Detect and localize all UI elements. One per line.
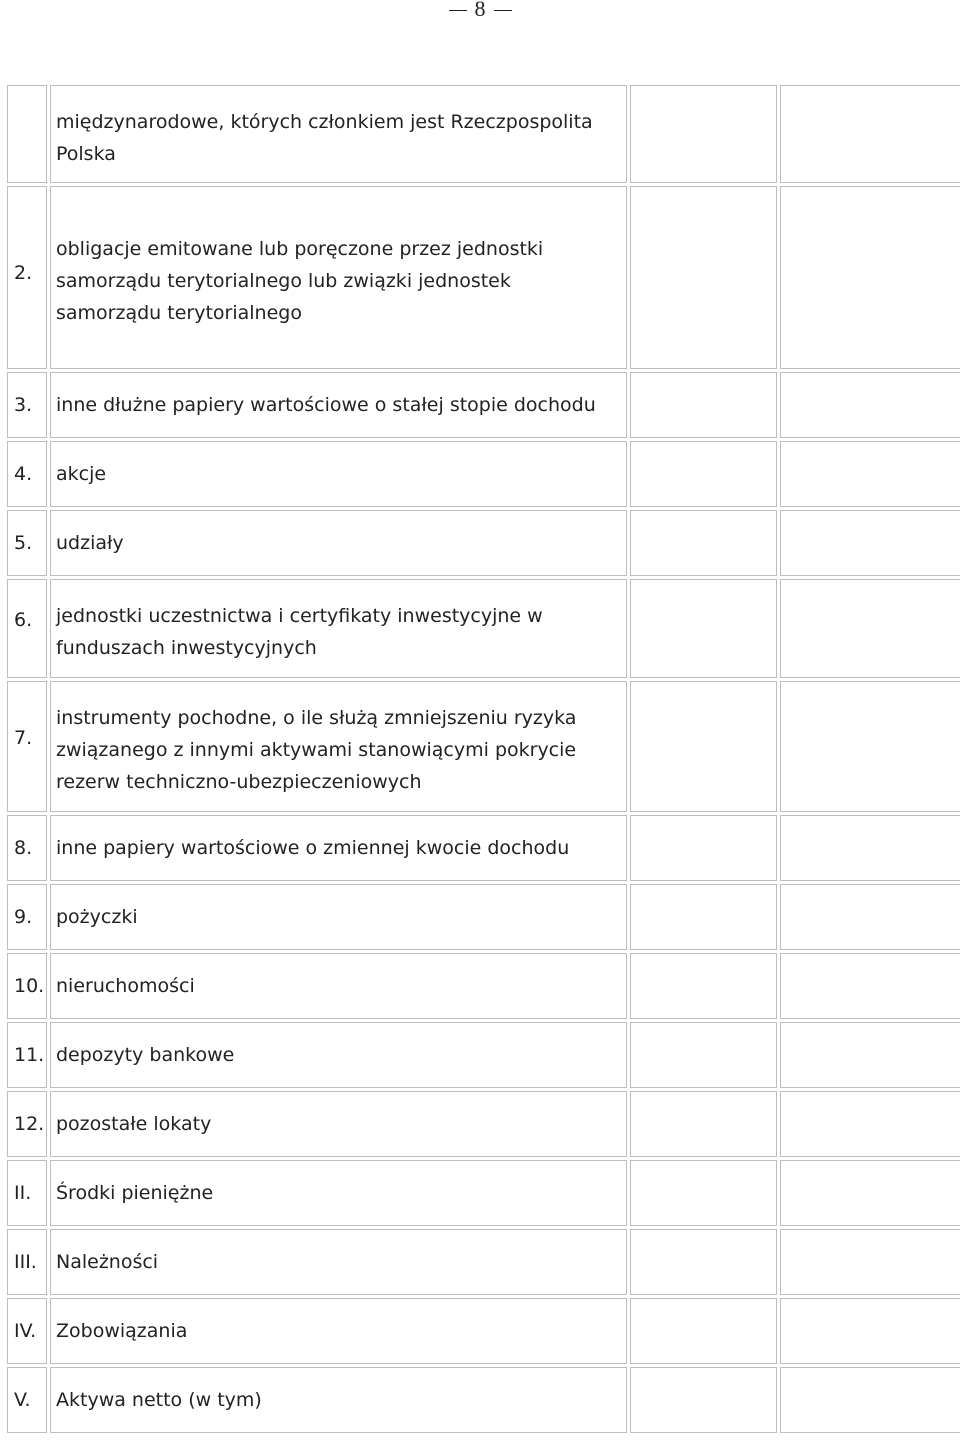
- row-number: III.: [7, 1229, 47, 1295]
- row-label: [50, 884, 627, 950]
- value-cell[interactable]: [630, 884, 777, 950]
- row-number: 9.: [7, 884, 47, 950]
- row-label-text: pożyczki: [56, 906, 138, 928]
- table-row: [7, 1160, 960, 1226]
- value-cell[interactable]: [780, 510, 960, 576]
- value-cell[interactable]: [630, 1022, 777, 1088]
- row-label-text: akcje: [56, 463, 107, 485]
- row-label: [50, 815, 627, 881]
- table-row: [7, 85, 960, 183]
- table-row: [7, 1022, 960, 1088]
- table-row: [7, 953, 960, 1019]
- row-label: [50, 953, 627, 1019]
- page-number-dash-left: [449, 10, 467, 11]
- value-cell[interactable]: [630, 953, 777, 1019]
- value-cell[interactable]: [630, 1367, 777, 1433]
- value-cell[interactable]: [630, 681, 777, 812]
- value-cell[interactable]: [780, 579, 960, 678]
- table-row: [7, 441, 960, 507]
- value-cell[interactable]: [780, 953, 960, 1019]
- value-cell[interactable]: [780, 884, 960, 950]
- row-label-text: udziały: [56, 532, 124, 554]
- row-number: 5.: [7, 510, 47, 576]
- row-number: IV.: [7, 1298, 47, 1364]
- value-cell[interactable]: [630, 510, 777, 576]
- value-cell[interactable]: [780, 1229, 960, 1295]
- row-label: [50, 1367, 627, 1433]
- table-row: [7, 681, 960, 812]
- value-cell[interactable]: [630, 441, 777, 507]
- row-number: 2.: [7, 186, 47, 369]
- table-row: [7, 884, 960, 950]
- row-label: [50, 1229, 627, 1295]
- value-cell[interactable]: [780, 1367, 960, 1433]
- value-cell[interactable]: [780, 372, 960, 438]
- page-number-value: 8: [474, 0, 486, 21]
- row-number: 7.: [7, 681, 47, 812]
- row-label-text: obligacje emitowane lub poręczone przez jednostki samorządu terytorialnego lub związki jednostek samorządu terytorialnego: [56, 238, 544, 324]
- row-label-text: jednostki uczestnictwa i certyfikaty inwestycyjne w funduszach inwestycyjnych: [56, 605, 543, 659]
- row-label-text: pozostałe lokaty: [56, 1113, 212, 1135]
- row-label: [50, 681, 627, 812]
- row-label-text: nieruchomości: [56, 975, 195, 997]
- value-cell[interactable]: [630, 1091, 777, 1157]
- table-row: [7, 510, 960, 576]
- row-label: [50, 1091, 627, 1157]
- table-row: [7, 1298, 960, 1364]
- row-number: 8.: [7, 815, 47, 881]
- row-number: 10.: [7, 953, 47, 1019]
- value-cell[interactable]: [780, 1091, 960, 1157]
- row-label-text: Środki pieniężne: [56, 1182, 214, 1204]
- table-row: [7, 1229, 960, 1295]
- value-cell[interactable]: [630, 372, 777, 438]
- value-cell[interactable]: [780, 1022, 960, 1088]
- row-number: II.: [7, 1160, 47, 1226]
- table-row: [7, 372, 960, 438]
- value-cell[interactable]: [630, 815, 777, 881]
- value-cell[interactable]: [630, 1160, 777, 1226]
- row-label: [50, 1298, 627, 1364]
- row-label-text: inne papiery wartościowe o zmiennej kwocie dochodu: [56, 837, 570, 859]
- value-cell[interactable]: [780, 85, 960, 183]
- value-cell[interactable]: [780, 681, 960, 812]
- row-number: V.: [7, 1367, 47, 1433]
- value-cell[interactable]: [630, 186, 777, 369]
- row-label-text: międzynarodowe, których członkiem jest Rzeczpospolita Polska: [56, 110, 593, 165]
- assets-table: [4, 82, 960, 1436]
- row-number: 11.: [7, 1022, 47, 1088]
- row-number: 4.: [7, 441, 47, 507]
- row-label-text: Aktywa netto (w tym): [56, 1389, 262, 1411]
- table-row: [7, 815, 960, 881]
- value-cell[interactable]: [630, 579, 777, 678]
- value-cell[interactable]: [780, 1298, 960, 1364]
- row-label: [50, 372, 627, 438]
- row-label-text: instrumenty pochodne, o ile służą zmniejszeniu ryzyka związanego z innymi aktywami stanowiącymi pokrycie rezerw techniczno-ubezpieczeniowych: [56, 707, 577, 793]
- value-cell[interactable]: [630, 85, 777, 183]
- value-cell[interactable]: [780, 441, 960, 507]
- page-number: [0, 0, 960, 22]
- table-row: [7, 1367, 960, 1433]
- row-label-text: inne dłużne papiery wartościowe o stałej stopie dochodu: [56, 394, 596, 416]
- row-label: [50, 85, 627, 183]
- row-label-text: Zobowiązania: [56, 1320, 188, 1342]
- row-label-text: Należności: [56, 1251, 159, 1273]
- row-label: [50, 186, 627, 369]
- value-cell[interactable]: [780, 186, 960, 369]
- table-row: [7, 1091, 960, 1157]
- value-cell[interactable]: [630, 1229, 777, 1295]
- row-number: 12.: [7, 1091, 47, 1157]
- row-number: 3.: [7, 372, 47, 438]
- row-number: 6.: [7, 579, 47, 678]
- value-cell[interactable]: [630, 1298, 777, 1364]
- page-number-dash-right: [494, 10, 512, 11]
- row-label-text: depozyty bankowe: [56, 1044, 235, 1066]
- row-label: [50, 510, 627, 576]
- row-label: [50, 1160, 627, 1226]
- table-row: [7, 579, 960, 678]
- table-row: [7, 186, 960, 369]
- value-cell[interactable]: [780, 1160, 960, 1226]
- row-label: [50, 1022, 627, 1088]
- row-label: [50, 579, 627, 678]
- value-cell[interactable]: [780, 815, 960, 881]
- row-number: [7, 85, 47, 183]
- row-label: [50, 441, 627, 507]
